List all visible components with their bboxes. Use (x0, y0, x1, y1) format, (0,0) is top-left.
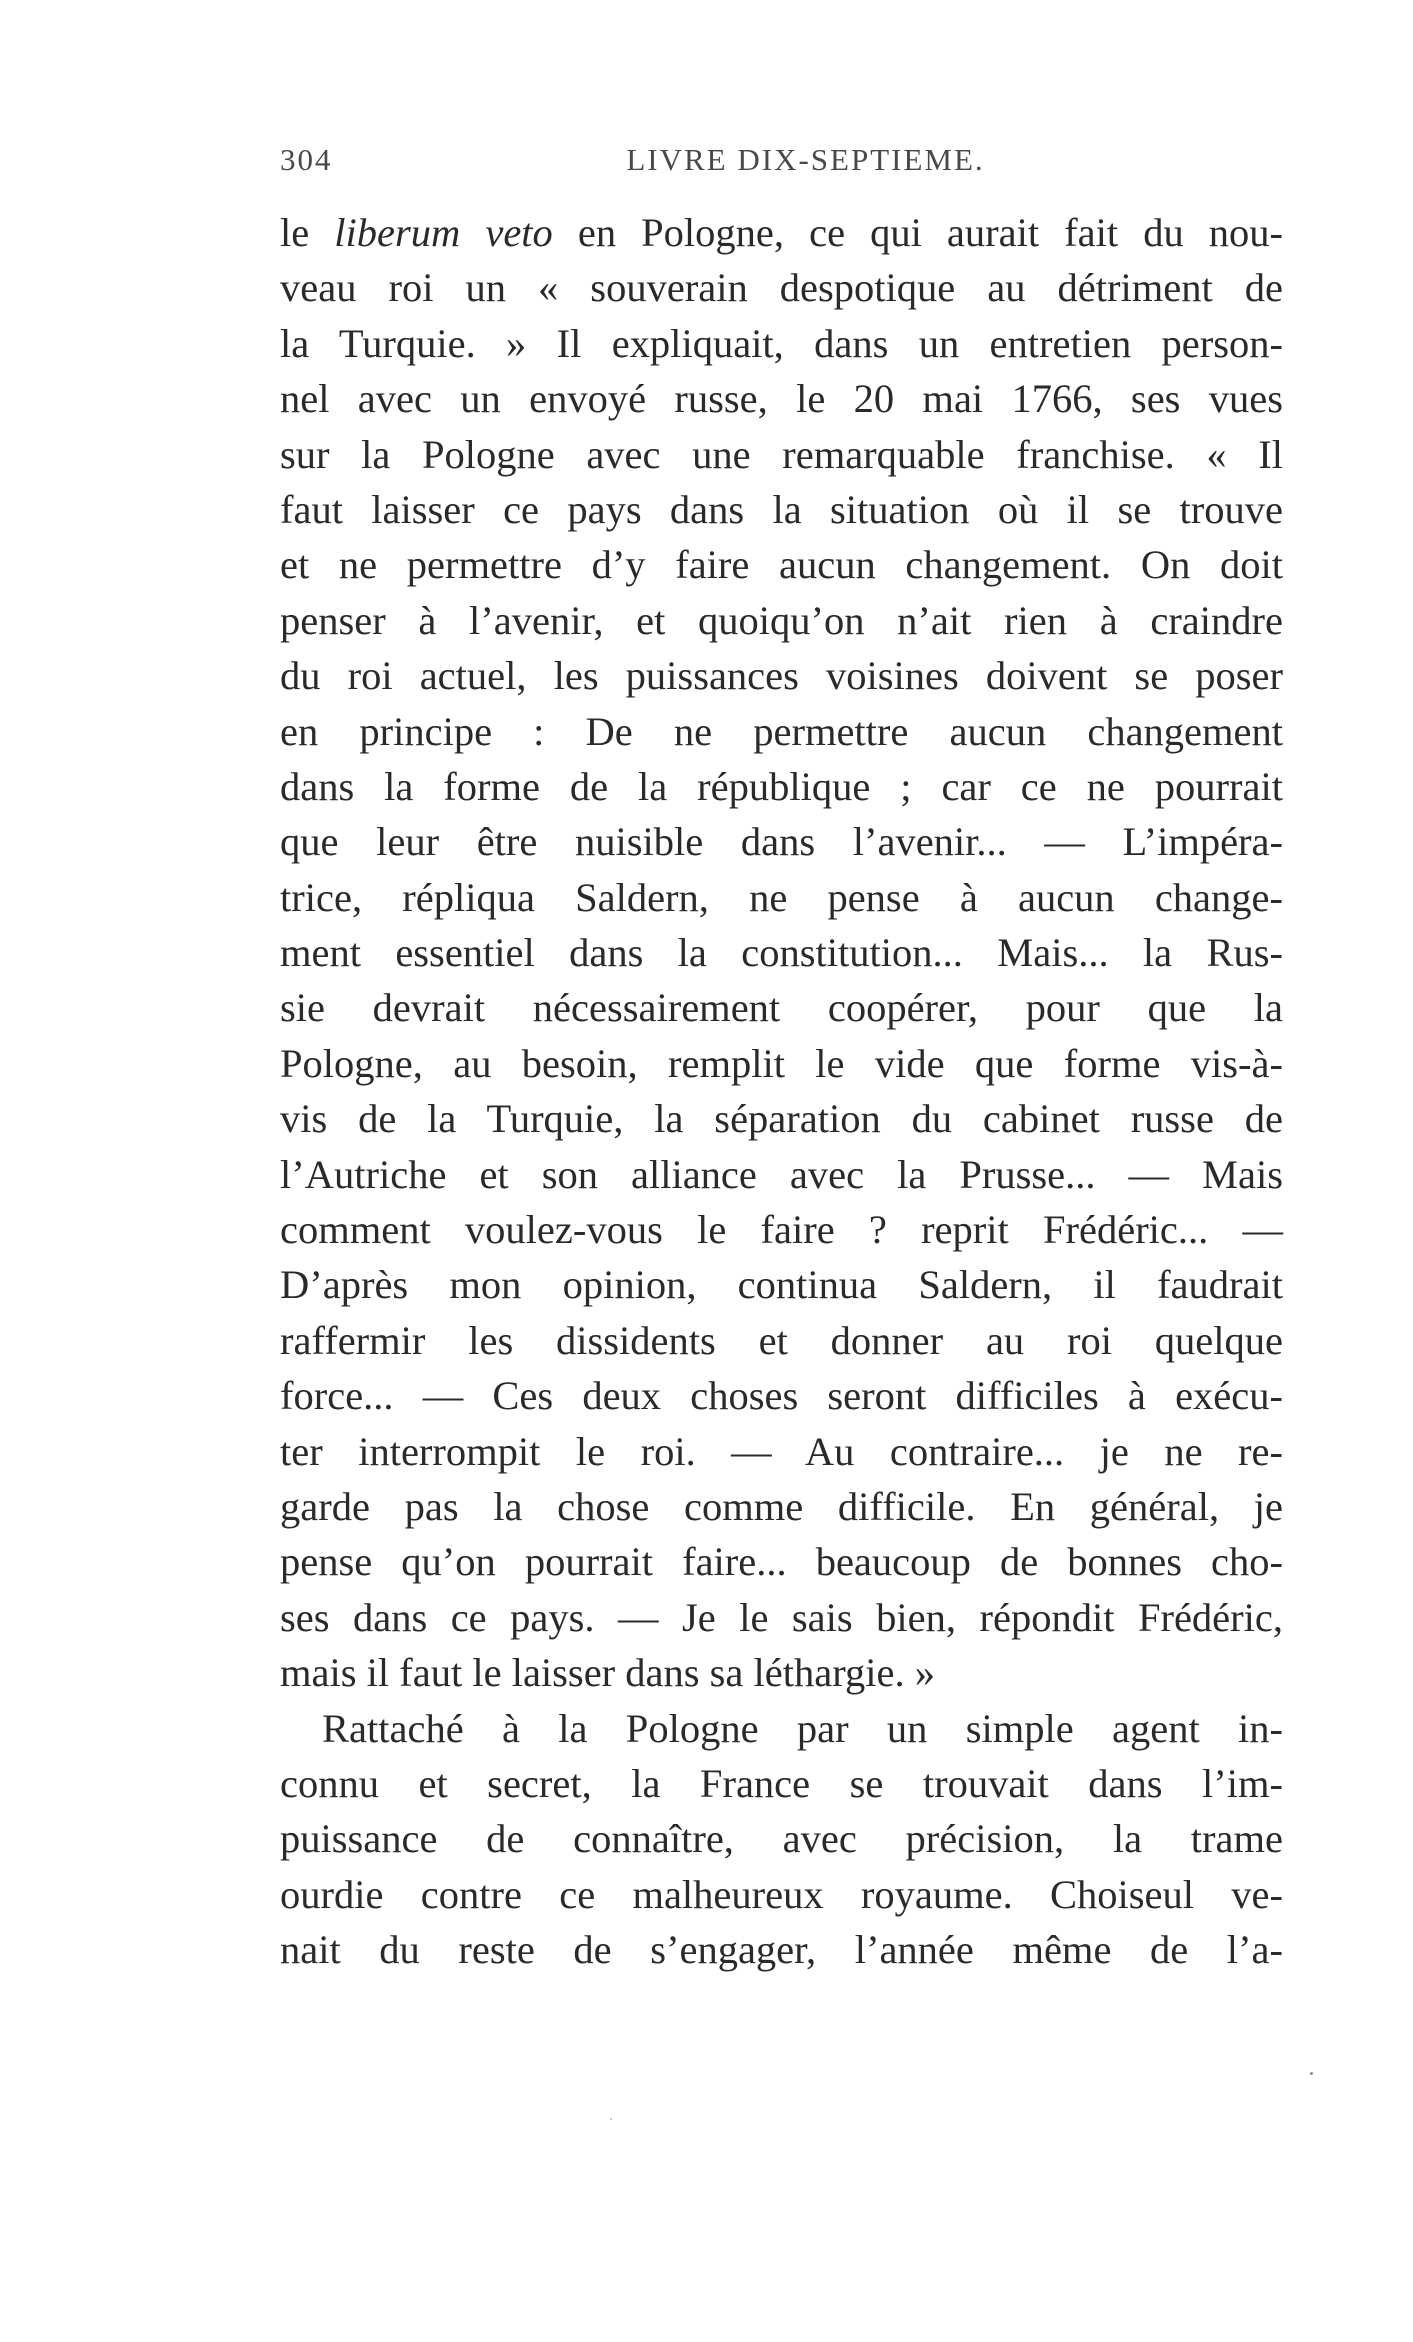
text-line: vis de la Turquie, la séparation du cabinet russe de (280, 1096, 1283, 1142)
text-line: que leur être nuisible dans l’avenir... — L’impéra- (280, 819, 1283, 865)
text-line: D’après mon opinion, continua Saldern, il faudrait (280, 1262, 1283, 1308)
text-line: le liberum veto en Pologne, ce qui aurait fait du nou- (280, 210, 1283, 255)
body-text (280, 205, 1283, 1978)
text-line: pense qu’on pourrait faire... beaucoup de bonnes cho- (280, 1539, 1283, 1585)
text-line: nel avec un envoyé russe, le 20 mai 1766, ses vues (280, 376, 1283, 422)
text-line: Rattaché à la Pologne par un simple agent in- (322, 1705, 1283, 1751)
text-line: puissance de connaître, avec précision, la trame (280, 1816, 1283, 1862)
text-line: force... — Ces deux choses seront difficiles à exécu- (280, 1373, 1283, 1419)
text-line: la Turquie. » Il expliquait, dans un entretien person- (280, 320, 1283, 366)
text-line: ourdie contre ce malheureux royaume. Choiseul ve- (280, 1871, 1283, 1917)
text-line: faut laisser ce pays dans la situation où il se trouve (280, 486, 1283, 532)
text-line: dans la forme de la république ; car ce ne pourrait (280, 763, 1283, 809)
text-line: comment voulez-vous le faire ? reprit Frédéric... — (280, 1207, 1283, 1253)
text-line: sie devrait nécessairement coopérer, pour que la (280, 985, 1283, 1031)
text-line: penser à l’avenir, et quoiqu’on n’ait rien à craindre (280, 597, 1283, 643)
text-line: trice, répliqua Saldern, ne pense à aucun change- (280, 874, 1283, 920)
text-line: raffermir les dissidents et donner au roi quelque (280, 1317, 1283, 1363)
page-number: 304 (280, 142, 333, 177)
text-line: connu et secret, la France se trouvait dans l’im- (280, 1760, 1283, 1806)
text-line: l’Autriche et son alliance avec la Prusse... — Mais (280, 1151, 1283, 1197)
text-line: sur la Pologne avec une remarquable franchise. « Il (280, 431, 1283, 477)
text-line: et ne permettre d’y faire aucun changement. On doit (280, 542, 1283, 588)
paper-speck (610, 2118, 612, 2120)
page-header (280, 142, 1291, 192)
text-line: mais il faut le laisser dans sa léthargie. » (280, 1650, 935, 1696)
text-line: nait du reste de s’engager, l’année même de l’a- (280, 1927, 1283, 1973)
running-head: LIVRE DIX-SEPTIEME. (626, 142, 985, 177)
text-line: du roi actuel, les puissances voisines doivent se poser (280, 653, 1283, 699)
text-line: en principe : De ne permettre aucun changement (280, 708, 1283, 754)
text-line: Pologne, au besoin, remplit le vide que forme vis-à- (280, 1040, 1283, 1086)
paper-speck (1310, 2072, 1313, 2075)
text-line: veau roi un « souverain despotique au détriment de (280, 265, 1283, 311)
text-line: ter interrompit le roi. — Au contraire... je ne re- (280, 1428, 1283, 1474)
italic-term: liberum veto (334, 210, 553, 255)
text-line: garde pas la chose comme difficile. En général, je (280, 1483, 1283, 1529)
text-line: ses dans ce pays. — Je le sais bien, répondit Frédéric, (280, 1594, 1283, 1640)
text-line: ment essentiel dans la constitution... Mais... la Rus- (280, 930, 1283, 976)
